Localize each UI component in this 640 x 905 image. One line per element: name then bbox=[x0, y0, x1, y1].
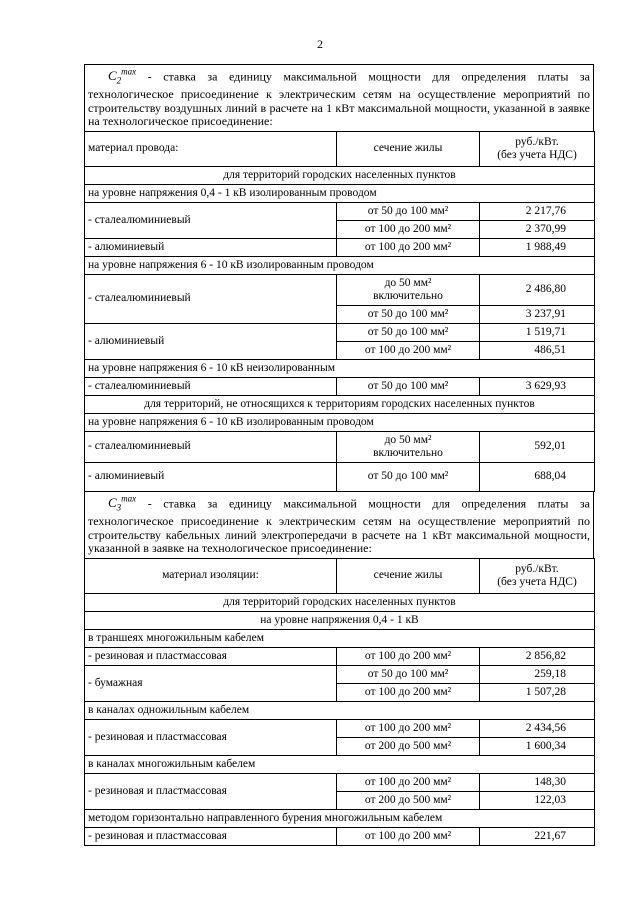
price-cell: 2 486,80 bbox=[480, 274, 595, 305]
material-cell: - резиновая и пластмассовая bbox=[85, 827, 337, 845]
material-cell: - резиновая и пластмассовая bbox=[85, 719, 337, 755]
section-cell: от 100 до 200 мм² bbox=[337, 719, 480, 737]
material-cell: - сталеалюминиевый bbox=[85, 274, 337, 323]
group-title: методом горизонтально направленного бурения многожильным кабелем bbox=[85, 809, 595, 827]
page-number: 2 bbox=[317, 37, 323, 51]
material-cell: - сталеалюминиевый bbox=[85, 431, 337, 462]
price-cell: 2 856,82 bbox=[480, 647, 595, 665]
section-title: для территорий, не относящихся к территориям городских населенных пунктов bbox=[85, 395, 595, 413]
section-cell: от 200 до 500 мм² bbox=[337, 737, 480, 755]
group-title: на уровне напряжения 0,4 - 1 кВ изолированным проводом bbox=[85, 184, 595, 202]
section-cell: от 200 до 500 мм² bbox=[337, 791, 480, 809]
section-cell: от 50 до 100 мм² bbox=[337, 462, 480, 491]
material-cell: - резиновая и пластмассовая bbox=[85, 647, 337, 665]
group-title: на уровне напряжения 6 - 10 кВ изолированным проводом bbox=[85, 256, 595, 274]
price-cell: 486,51 bbox=[480, 341, 595, 359]
c3-description-text: - ставка за единицу максимальной мощности для определения платы за технологическое присоединение к электрическим сетям на осуществление мероприятий по строительству кабельных линий электропередачи в расчете на 1 кВт максимальной мощности, указанной в заявке на технологическое присоединение: bbox=[88, 496, 591, 556]
price-cell: 148,30 bbox=[480, 773, 595, 791]
price-cell: 3 237,91 bbox=[480, 305, 595, 323]
voltage-title: на уровне напряжения 0,4 - 1 кВ bbox=[85, 611, 595, 629]
header-material: материал провода: bbox=[85, 131, 337, 166]
price-cell: 592,01 bbox=[480, 431, 595, 462]
group-title: на уровне напряжения 6 - 10 кВ неизолированным bbox=[85, 359, 595, 377]
section-cell: от 100 до 200 мм² bbox=[337, 827, 480, 845]
section-title: для территорий городских населенных пунктов bbox=[85, 166, 595, 184]
price-cell: 1 519,71 bbox=[480, 323, 595, 341]
section-cell: от 50 до 100 мм² bbox=[337, 377, 480, 395]
c3-formula: $C_3^{max}$ bbox=[108, 494, 137, 513]
header-material: материал изоляции: bbox=[85, 558, 337, 593]
section-cell: до 50 мм² включительно bbox=[337, 431, 480, 462]
group-title: на уровне напряжения 6 - 10 кВ изолированным проводом bbox=[85, 413, 595, 431]
price-cell: 2 217,76 bbox=[480, 202, 595, 220]
section-cell: от 100 до 200 мм² bbox=[337, 238, 480, 256]
price-cell: 221,67 bbox=[480, 827, 595, 845]
section-cell: от 50 до 100 мм² bbox=[337, 202, 480, 220]
material-cell: - резиновая и пластмассовая bbox=[85, 773, 337, 809]
section-cell: от 50 до 100 мм² bbox=[337, 323, 480, 341]
group-title: в траншеях многожильным кабелем bbox=[85, 629, 595, 647]
c2-rate-section bbox=[84, 64, 594, 492]
section-cell: от 100 до 200 мм² bbox=[337, 341, 480, 359]
material-cell: - алюминиевый bbox=[85, 462, 337, 491]
material-cell: - алюминиевый bbox=[85, 238, 337, 256]
price-cell: 122,03 bbox=[480, 791, 595, 809]
c2-table bbox=[84, 131, 595, 492]
section-cell: до 50 мм² включительно bbox=[337, 274, 480, 305]
section-cell: от 100 до 200 мм² bbox=[337, 647, 480, 665]
material-cell: - бумажная bbox=[85, 665, 337, 701]
header-price: руб./кВт. (без учета НДС) bbox=[480, 131, 595, 166]
section-cell: от 100 до 200 мм² bbox=[337, 773, 480, 791]
material-cell: - алюминиевый bbox=[85, 323, 337, 359]
c3-rate-section bbox=[84, 491, 594, 846]
price-cell: 2 370,99 bbox=[480, 220, 595, 238]
c3-description bbox=[84, 491, 594, 558]
price-cell: 2 434,56 bbox=[480, 719, 595, 737]
c2-description bbox=[84, 64, 594, 131]
header-section: сечение жилы bbox=[337, 131, 480, 166]
price-cell: 1 507,28 bbox=[480, 683, 595, 701]
section-cell: от 100 до 200 мм² bbox=[337, 220, 480, 238]
price-cell: 3 629,93 bbox=[480, 377, 595, 395]
section-title: для территорий городских населенных пунктов bbox=[85, 593, 595, 611]
section-cell: от 50 до 100 мм² bbox=[337, 665, 480, 683]
material-cell: - сталеалюминиевый bbox=[85, 202, 337, 238]
table-header bbox=[85, 558, 595, 593]
section-cell: от 100 до 200 мм² bbox=[337, 683, 480, 701]
price-cell: 1 988,49 bbox=[480, 238, 595, 256]
price-cell: 1 600,34 bbox=[480, 737, 595, 755]
c3-table bbox=[84, 558, 595, 846]
price-cell: 259,18 bbox=[480, 665, 595, 683]
c2-formula: $C_2^{max}$ bbox=[108, 67, 137, 86]
material-cell: - сталеалюминиевый bbox=[85, 377, 337, 395]
table-header bbox=[85, 131, 595, 166]
price-cell: 688,04 bbox=[480, 462, 595, 491]
c2-description-text: - ставка за единицу максимальной мощности для определения платы за технологическое присоединение к электрическим сетям на осуществление мероприятий по строительству воздушных линий в расчете на 1 кВт максимальной мощности, указанной в заявке на технологическое присоединение: bbox=[88, 69, 591, 129]
header-section: сечение жилы bbox=[337, 558, 480, 593]
section-cell: от 50 до 100 мм² bbox=[337, 305, 480, 323]
group-title: в каналах одножильным кабелем bbox=[85, 701, 595, 719]
group-title: в каналах многожильным кабелем bbox=[85, 755, 595, 773]
header-price: руб./кВт. (без учета НДС) bbox=[480, 558, 595, 593]
